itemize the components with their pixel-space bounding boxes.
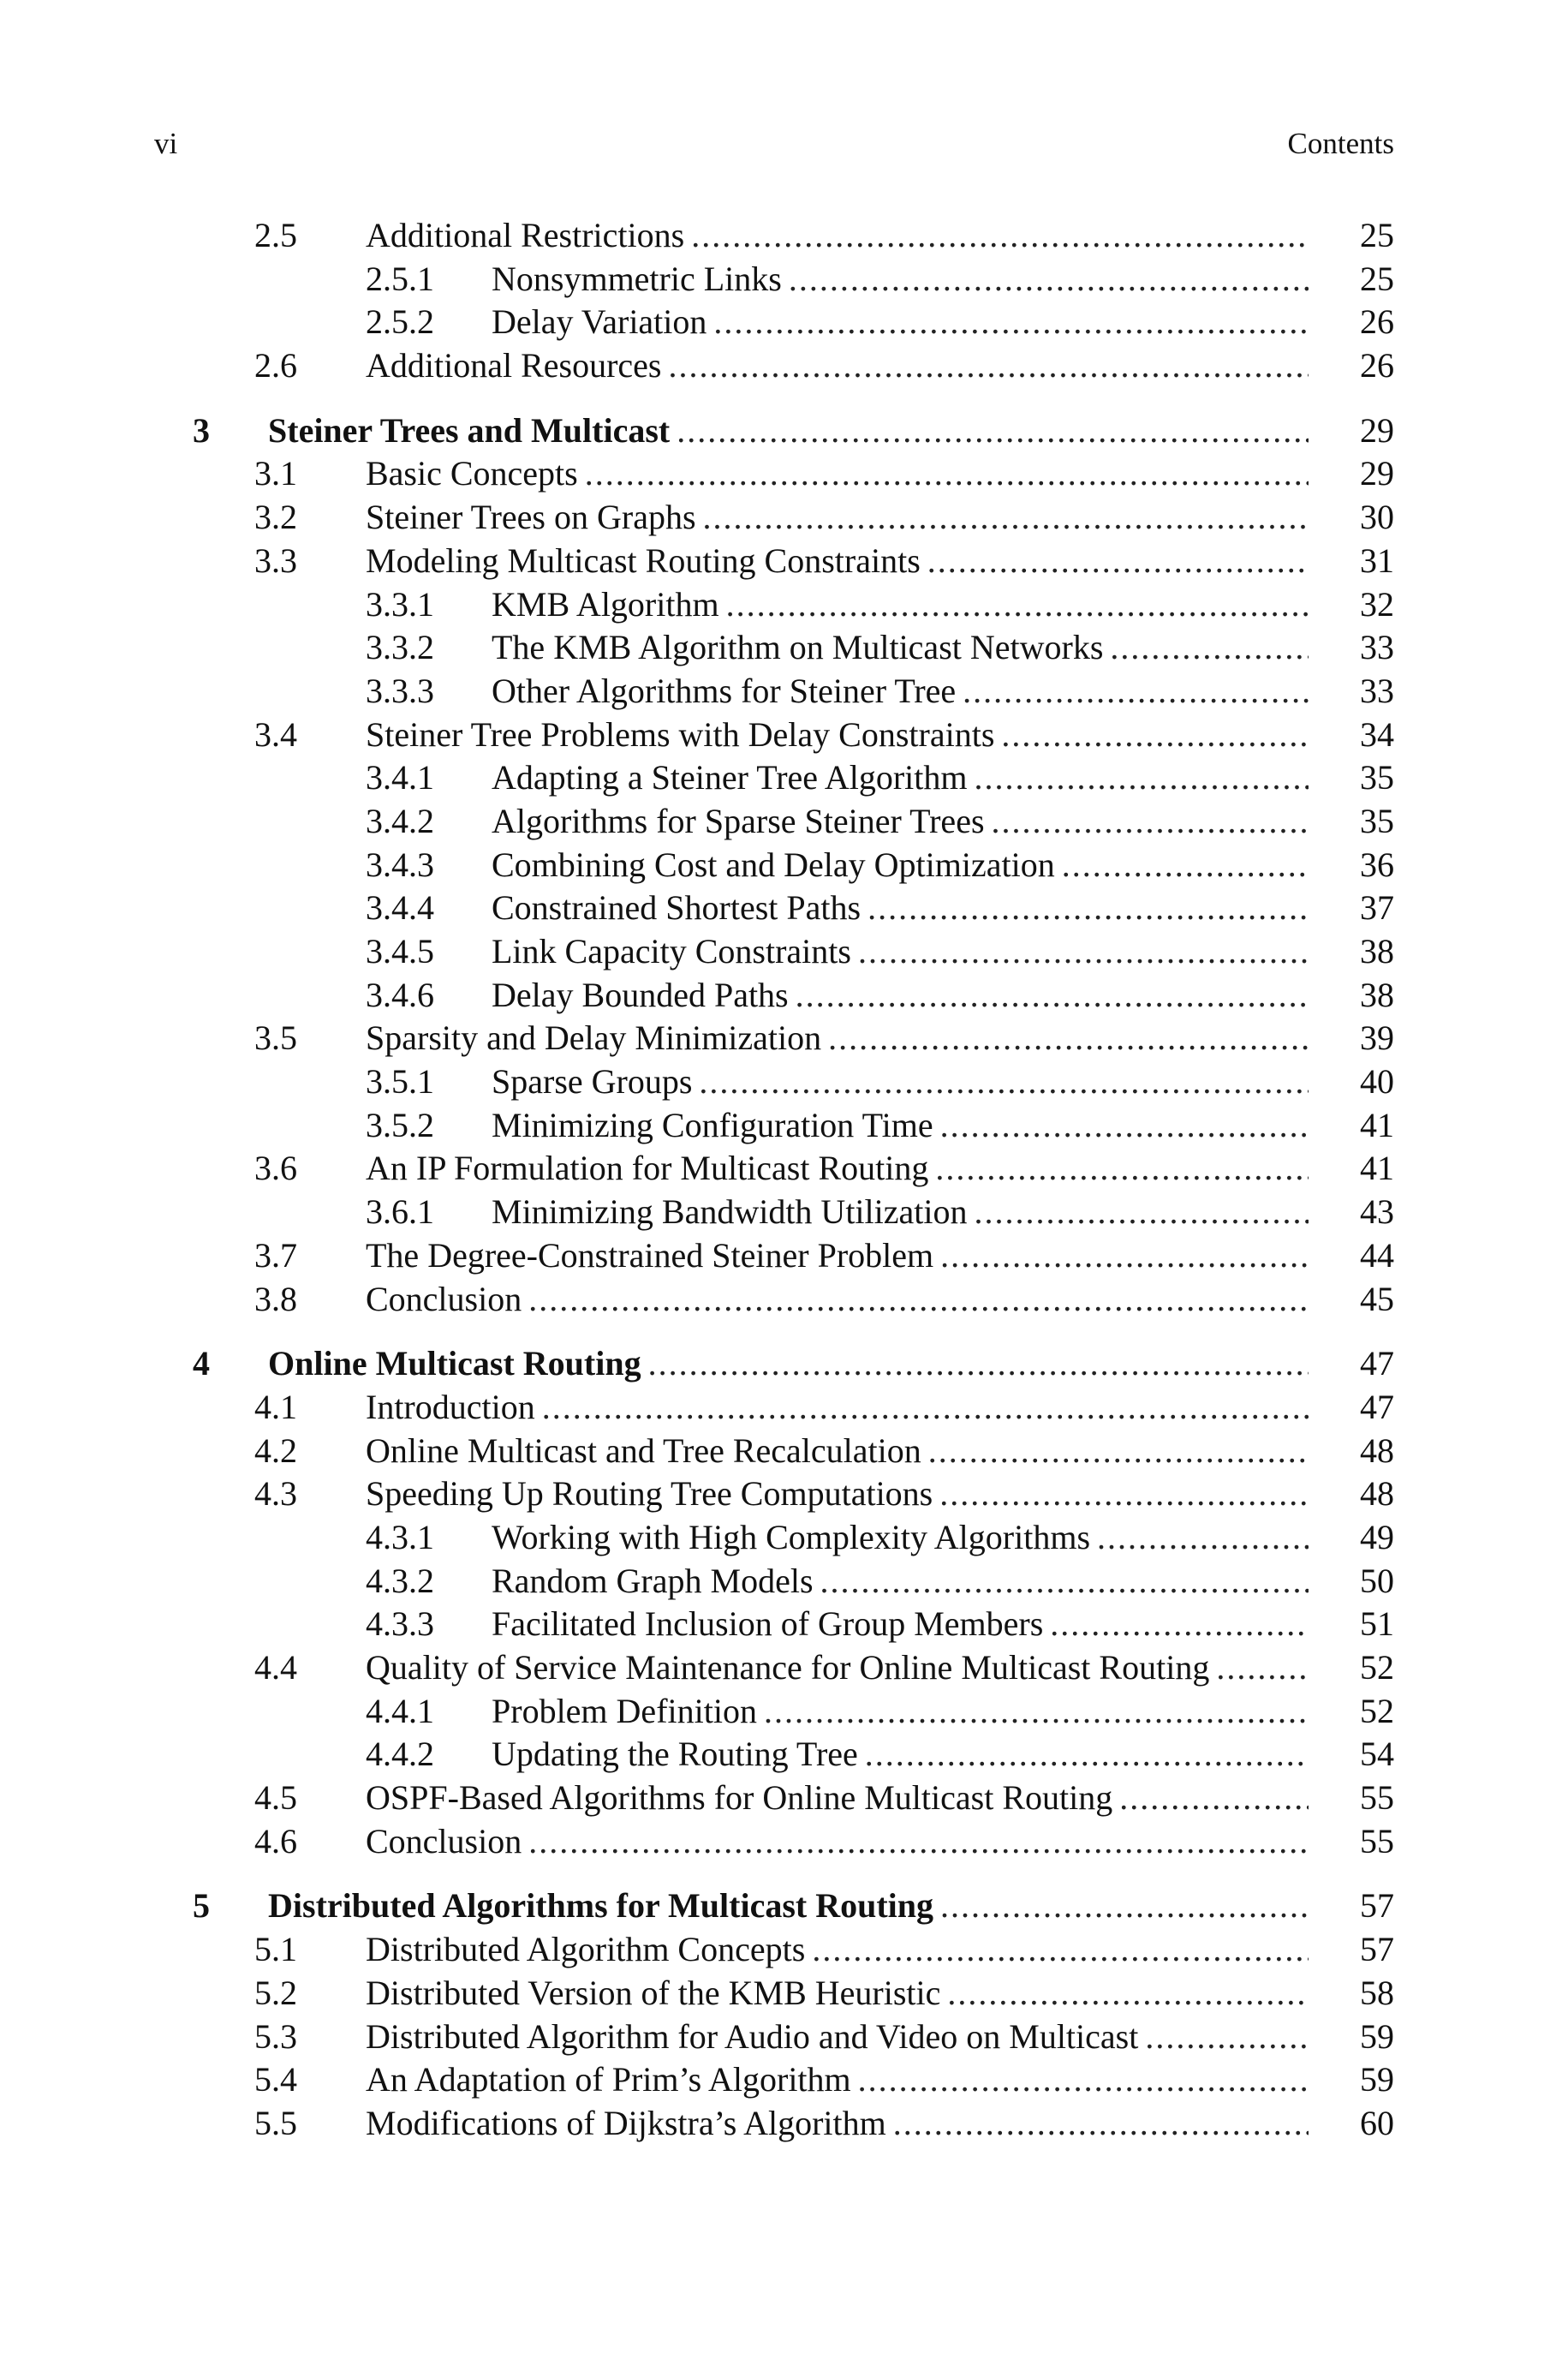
toc-entry-page: 52: [1360, 1691, 1394, 1730]
toc-entry-title-group: [492, 1560, 1309, 1603]
toc-entry-number: 3.4: [254, 714, 297, 754]
dot-leader: [928, 1430, 1309, 1472]
toc-entry-title: Constrained Shortest Paths: [492, 888, 862, 928]
dot-leader: [764, 1690, 1309, 1733]
toc-entry-title: Modifications of Dijkstra’s Algorithm: [366, 2103, 886, 2142]
toc-entry-page: 58: [1360, 1973, 1394, 2012]
toc-entry-title: Steiner Tree Problems with Delay Constraints: [366, 714, 995, 754]
toc-entry-title: An IP Formulation for Multicast Routing: [366, 1149, 929, 1188]
toc-entry-title: Sparsity and Delay Minimization: [366, 1018, 822, 1058]
dot-leader: [1001, 714, 1309, 756]
toc-entry-page: 26: [1360, 302, 1394, 342]
toc-entry-title-group: [492, 1060, 1309, 1103]
toc-entry-subsection[interactable]: [193, 301, 1394, 344]
dot-leader: [935, 1147, 1309, 1190]
toc-entry-subsection[interactable]: [193, 258, 1394, 302]
dot-leader: [940, 1104, 1309, 1147]
toc-entry-title: Minimizing Configuration Time: [492, 1105, 933, 1144]
toc-entry-title: Delay Bounded Paths: [492, 975, 789, 1014]
toc-entry-title: Introduction: [366, 1387, 535, 1426]
toc-entry-number: 3.3: [254, 540, 297, 580]
dot-leader: [963, 670, 1309, 713]
toc-entry-number: 3.4.6: [366, 975, 434, 1014]
toc-entry-title-group: [492, 301, 1309, 343]
toc-entry-number: 4.2: [254, 1430, 297, 1470]
toc-entry-number: 4.3: [254, 1474, 297, 1514]
dot-leader: [691, 214, 1309, 257]
dot-leader: [992, 800, 1309, 843]
toc-entry-subsection[interactable]: [193, 1191, 1394, 1234]
toc-entry-page: 29: [1360, 410, 1394, 450]
toc-entry-section[interactable]: [193, 1472, 1394, 1516]
toc-entry-number: 4.6: [254, 1821, 297, 1860]
toc-entry-title-group: [492, 756, 1309, 799]
dot-leader: [713, 301, 1309, 343]
toc-entry-title: OSPF-Based Algorithms for Online Multicast Routing: [366, 1778, 1113, 1818]
toc-entry-number: 4.3.2: [366, 1561, 434, 1600]
toc-entry-section[interactable]: [193, 714, 1394, 757]
toc-entry-subsection[interactable]: [193, 1603, 1394, 1646]
dot-leader: [1097, 1516, 1309, 1559]
toc-entry-page: 38: [1360, 975, 1394, 1014]
toc-entry-title-group: [366, 1472, 1309, 1515]
toc-entry-page: 45: [1360, 1279, 1394, 1318]
toc-entry-title: Problem Definition: [492, 1691, 757, 1730]
toc-entry-title: Modeling Multicast Routing Constraints: [366, 540, 921, 580]
toc-entry-title: The KMB Algorithm on Multicast Networks: [492, 628, 1104, 667]
toc-entry-page: 47: [1360, 1387, 1394, 1426]
toc-entry-section[interactable]: [193, 1972, 1394, 2016]
toc-entry-title-group: [268, 409, 1309, 452]
dot-leader: [975, 756, 1309, 799]
toc-entry-title-group: [366, 1820, 1309, 1863]
toc-entry-number: 5.1: [254, 1930, 297, 1969]
toc-entry-title: Steiner Trees on Graphs: [366, 498, 696, 537]
toc-entry-title-group: [366, 1928, 1309, 1971]
toc-entry-number: 4.5: [254, 1778, 297, 1818]
toc-entry-title: Distributed Algorithm for Audio and Video on Multicast: [366, 2016, 1139, 2056]
toc-entry-page: 34: [1360, 714, 1394, 754]
toc-entry-number: 4.4.1: [366, 1691, 434, 1730]
toc-entry-title: Conclusion: [366, 1821, 522, 1860]
dot-leader: [858, 930, 1309, 973]
dot-leader: [796, 974, 1309, 1017]
toc-entry-title: Online Multicast Routing: [268, 1344, 641, 1383]
dot-leader: [789, 258, 1309, 301]
toc-entry-page: 25: [1360, 216, 1394, 254]
toc-entry-page: 30: [1360, 498, 1394, 537]
dot-leader: [812, 1928, 1309, 1971]
toc-entry-title: Updating the Routing Tree: [492, 1735, 858, 1774]
toc-entry-title: Working with High Complexity Algorithms: [492, 1517, 1091, 1556]
dot-leader: [975, 1191, 1309, 1233]
toc-entry-page: 35: [1360, 801, 1394, 840]
dot-leader: [1050, 1603, 1309, 1645]
toc-entry-title-group: [492, 1516, 1309, 1559]
toc-entry-page: 25: [1360, 259, 1394, 298]
toc-entry-chapter[interactable]: [193, 1342, 1394, 1386]
toc-entry-section[interactable]: [193, 452, 1394, 496]
toc-entry-number: 3.4.2: [366, 801, 434, 840]
toc-entry-chapter[interactable]: [193, 409, 1394, 453]
toc-entry-section[interactable]: [193, 1147, 1394, 1191]
toc-entry-page: 55: [1360, 1821, 1394, 1860]
toc-entry-number: 3.6.1: [366, 1192, 434, 1232]
toc-entry-number: 4.1: [254, 1387, 297, 1426]
toc-entry-title: Steiner Trees and Multicast: [268, 410, 671, 450]
toc-entry-number: 3.4.5: [366, 932, 434, 971]
toc-entry-title: An Adaptation of Prim’s Algorithm: [366, 2060, 851, 2099]
toc-entry-title-group: [492, 258, 1309, 301]
toc-entry-subsection[interactable]: [193, 1690, 1394, 1734]
toc-entry-section[interactable]: [193, 1234, 1394, 1278]
toc-entry-page: 47: [1360, 1344, 1394, 1383]
toc-entry-title: Distributed Algorithms for Multicast Routing: [268, 1886, 934, 1926]
toc-entry-section[interactable]: [193, 2102, 1394, 2146]
toc-entry-page: 32: [1360, 584, 1394, 624]
toc-entry-title: Other Algorithms for Steiner Tree: [492, 671, 957, 710]
toc-entry-page: 59: [1360, 2060, 1394, 2099]
toc-entry-number: 3.8: [254, 1279, 297, 1318]
toc-entry-subsection[interactable]: [193, 930, 1394, 974]
toc-entry-page: 31: [1360, 540, 1394, 580]
table-of-contents: [193, 214, 1394, 2146]
dot-leader: [1062, 844, 1309, 887]
toc-entry-number: 3.4.1: [366, 758, 434, 797]
toc-entry-page: 41: [1360, 1105, 1394, 1144]
toc-entry-title-group: [366, 1386, 1309, 1429]
running-title: Contents: [1287, 127, 1394, 160]
toc-entry-title-group: [366, 1972, 1309, 2015]
dot-leader: [528, 1278, 1309, 1321]
toc-entry-number: 4: [193, 1344, 210, 1383]
toc-entry-title-group: [366, 1147, 1309, 1190]
toc-entry-section[interactable]: [193, 496, 1394, 540]
toc-entry-subsection[interactable]: [193, 887, 1394, 930]
toc-entry-number: 3.4.4: [366, 888, 434, 928]
dot-leader: [699, 1060, 1309, 1103]
page-number: vi: [154, 127, 178, 160]
toc-entry-title-group: [366, 1646, 1309, 1689]
dot-leader: [1216, 1646, 1309, 1689]
toc-entry-number: 5.3: [254, 2016, 297, 2056]
dot-leader: [947, 1972, 1309, 2015]
toc-entry-page: 44: [1360, 1235, 1394, 1275]
toc-entry-title-group: [366, 2058, 1309, 2101]
dot-leader: [677, 409, 1309, 452]
toc-entry-number: 5: [193, 1886, 210, 1926]
toc-entry-page: 48: [1360, 1474, 1394, 1514]
toc-entry-number: 2.5.1: [366, 259, 434, 298]
dot-leader: [1110, 626, 1309, 669]
dot-leader: [542, 1386, 1309, 1429]
toc-entry-title: Adapting a Steiner Tree Algorithm: [492, 758, 968, 797]
toc-entry-page: 51: [1360, 1604, 1394, 1644]
toc-entry-title: Additional Resources: [366, 346, 662, 385]
toc-entry-section[interactable]: [193, 1928, 1394, 1972]
toc-entry-page: 55: [1360, 1778, 1394, 1818]
toc-entry-title: Delay Variation: [492, 302, 707, 342]
toc-entry-page: 59: [1360, 2016, 1394, 2056]
toc-entry-page: 29: [1360, 454, 1394, 493]
toc-entry-title-group: [366, 2016, 1309, 2058]
toc-entry-title-group: [492, 844, 1309, 887]
toc-entry-title: Facilitated Inclusion of Group Members: [492, 1604, 1044, 1644]
toc-entry-title: Minimizing Bandwidth Utilization: [492, 1192, 968, 1232]
toc-entry-page: 33: [1360, 671, 1394, 710]
toc-entry-title: Sparse Groups: [492, 1062, 693, 1102]
toc-entry-number: 2.6: [254, 346, 297, 385]
toc-entry-subsection[interactable]: [193, 1733, 1394, 1777]
toc-entry-title: Algorithms for Sparse Steiner Trees: [492, 801, 985, 840]
toc-entry-section[interactable]: [193, 1777, 1394, 1820]
toc-entry-number: 2.5: [254, 216, 297, 254]
toc-entry-title-group: [366, 1017, 1309, 1060]
toc-entry-title: Conclusion: [366, 1279, 522, 1318]
toc-entry-number: 4.4: [254, 1648, 297, 1687]
toc-entry-number: 3: [193, 410, 210, 450]
toc-entry-title-group: [366, 452, 1309, 495]
dot-leader: [528, 1820, 1309, 1863]
toc-entry-number: 5.2: [254, 1973, 297, 2012]
toc-entry-title-group: [366, 496, 1309, 539]
dot-leader: [939, 1472, 1309, 1515]
toc-entry-section[interactable]: [193, 2016, 1394, 2059]
toc-entry-title-group: [366, 1777, 1309, 1819]
toc-entry-subsection[interactable]: [193, 670, 1394, 714]
toc-entry-page: 33: [1360, 628, 1394, 667]
toc-entry-section[interactable]: [193, 540, 1394, 583]
toc-entry-title-group: [366, 1234, 1309, 1277]
toc-entry-page: 57: [1360, 1930, 1394, 1969]
toc-entry-number: 3.7: [254, 1235, 297, 1275]
toc-entry-number: 3.3.3: [366, 671, 434, 710]
toc-entry-page: 50: [1360, 1561, 1394, 1600]
toc-entry-title-group: [492, 1690, 1309, 1733]
toc-entry-title: Speeding Up Routing Tree Computations: [366, 1474, 933, 1514]
dot-leader: [703, 496, 1309, 539]
toc-entry-title-group: [492, 626, 1309, 669]
toc-entry-page: 26: [1360, 346, 1394, 385]
toc-entry-title: Distributed Version of the KMB Heuristic: [366, 1973, 941, 2012]
toc-entry-number: 4.3.3: [366, 1604, 434, 1644]
toc-entry-section[interactable]: [193, 1386, 1394, 1430]
toc-entry-title: Link Capacity Constraints: [492, 932, 851, 971]
toc-entry-title: Additional Restrictions: [366, 216, 685, 254]
toc-entry-page: 35: [1360, 758, 1394, 797]
toc-entry-subsection[interactable]: [193, 1060, 1394, 1104]
toc-entry-title-group: [268, 1342, 1309, 1385]
toc-entry-title-group: [366, 344, 1309, 387]
toc-entry-title-group: [492, 887, 1309, 929]
toc-entry-subsection[interactable]: [193, 1560, 1394, 1604]
toc-entry-number: 3.3.2: [366, 628, 434, 667]
toc-entry-page: 37: [1360, 888, 1394, 928]
dot-leader: [940, 1234, 1309, 1277]
toc-entry-page: 39: [1360, 1018, 1394, 1058]
dot-leader: [726, 583, 1309, 626]
toc-entry-section[interactable]: [193, 1646, 1394, 1690]
toc-entry-subsection[interactable]: [193, 1516, 1394, 1560]
toc-entry-title: Distributed Algorithm Concepts: [366, 1930, 806, 1969]
toc-entry-title-group: [366, 1278, 1309, 1321]
toc-entry-number: 3.4.3: [366, 845, 434, 884]
toc-entry-title-group: [366, 714, 1309, 756]
dot-leader: [858, 2058, 1309, 2101]
dot-leader: [1145, 2016, 1309, 2058]
toc-entry-title: Random Graph Models: [492, 1561, 814, 1600]
toc-entry-subsection[interactable]: [193, 756, 1394, 800]
toc-entry-title: KMB Algorithm: [492, 584, 719, 624]
toc-entry-number: 3.1: [254, 454, 297, 493]
toc-entry-number: 3.5: [254, 1018, 297, 1058]
toc-entry-title: Basic Concepts: [366, 454, 578, 493]
toc-entry-section[interactable]: [193, 1430, 1394, 1473]
toc-entry-page: 48: [1360, 1430, 1394, 1470]
toc-entry-chapter[interactable]: [193, 1884, 1394, 1928]
toc-entry-subsection[interactable]: [193, 974, 1394, 1018]
toc-entry-page: 41: [1360, 1149, 1394, 1188]
toc-entry-title: Nonsymmetric Links: [492, 259, 782, 298]
toc-entry-page: 49: [1360, 1517, 1394, 1556]
toc-entry-page: 38: [1360, 932, 1394, 971]
toc-entry-subsection[interactable]: [193, 800, 1394, 844]
dot-leader: [927, 540, 1309, 582]
dot-leader: [820, 1560, 1309, 1603]
toc-entry-section[interactable]: [193, 344, 1394, 388]
toc-entry-page: 52: [1360, 1648, 1394, 1687]
toc-entry-number: 4.3.1: [366, 1517, 434, 1556]
toc-entry-title: The Degree-Constrained Steiner Problem: [366, 1235, 934, 1275]
toc-entry-subsection[interactable]: [193, 1104, 1394, 1148]
dot-leader: [865, 1733, 1309, 1776]
toc-entry-title-group: [492, 974, 1309, 1017]
toc-entry-title-group: [366, 540, 1309, 582]
toc-entry-number: 3.6: [254, 1149, 297, 1188]
toc-entry-number: 5.5: [254, 2103, 297, 2142]
toc-entry-title-group: [492, 1733, 1309, 1776]
dot-leader: [940, 1884, 1309, 1927]
toc-entry-page: 54: [1360, 1735, 1394, 1774]
toc-entry-number: 4.4.2: [366, 1735, 434, 1774]
toc-entry-subsection[interactable]: [193, 844, 1394, 887]
toc-entry-page: 40: [1360, 1062, 1394, 1102]
dot-leader: [669, 344, 1309, 387]
toc-entry-title-group: [492, 583, 1309, 626]
toc-entry-title: Quality of Service Maintenance for Online Multicast Routing: [366, 1648, 1210, 1687]
toc-entry-page: 60: [1360, 2103, 1394, 2142]
toc-entry-subsection[interactable]: [193, 583, 1394, 627]
toc-entry-title-group: [366, 214, 1309, 257]
toc-entry-section[interactable]: [193, 1278, 1394, 1322]
running-header: [154, 127, 1394, 164]
toc-entry-title-group: [492, 800, 1309, 843]
toc-entry-page: 57: [1360, 1886, 1394, 1926]
dot-leader: [585, 452, 1309, 495]
toc-entry-title-group: [492, 1104, 1309, 1147]
toc-entry-number: 3.3.1: [366, 584, 434, 624]
toc-entry-page: 36: [1360, 845, 1394, 884]
dot-leader: [867, 887, 1309, 929]
dot-leader: [648, 1342, 1309, 1385]
toc-entry-section[interactable]: [193, 2058, 1394, 2102]
toc-entry-title-group: [366, 1430, 1309, 1472]
dot-leader: [893, 2102, 1309, 2145]
toc-entry-section[interactable]: [193, 214, 1394, 258]
toc-entry-title-group: [492, 1191, 1309, 1233]
toc-entry-title-group: [492, 930, 1309, 973]
dot-leader: [1119, 1777, 1309, 1819]
toc-entry-title-group: [492, 670, 1309, 713]
toc-entry-number: 3.2: [254, 498, 297, 537]
toc-entry-subsection[interactable]: [193, 626, 1394, 670]
toc-entry-number: 3.5.1: [366, 1062, 434, 1102]
toc-entry-section[interactable]: [193, 1017, 1394, 1060]
toc-entry-title-group: [268, 1884, 1309, 1927]
dot-leader: [828, 1017, 1309, 1060]
toc-entry-number: 5.4: [254, 2060, 297, 2099]
toc-entry-title: Combining Cost and Delay Optimization: [492, 845, 1055, 884]
toc-entry-title-group: [366, 2102, 1309, 2145]
toc-entry-section[interactable]: [193, 1820, 1394, 1864]
toc-entry-number: 2.5.2: [366, 302, 434, 342]
toc-entry-title: Online Multicast and Tree Recalculation: [366, 1430, 921, 1470]
toc-entry-title-group: [492, 1603, 1309, 1645]
toc-entry-page: 43: [1360, 1192, 1394, 1232]
toc-entry-number: 3.5.2: [366, 1105, 434, 1144]
